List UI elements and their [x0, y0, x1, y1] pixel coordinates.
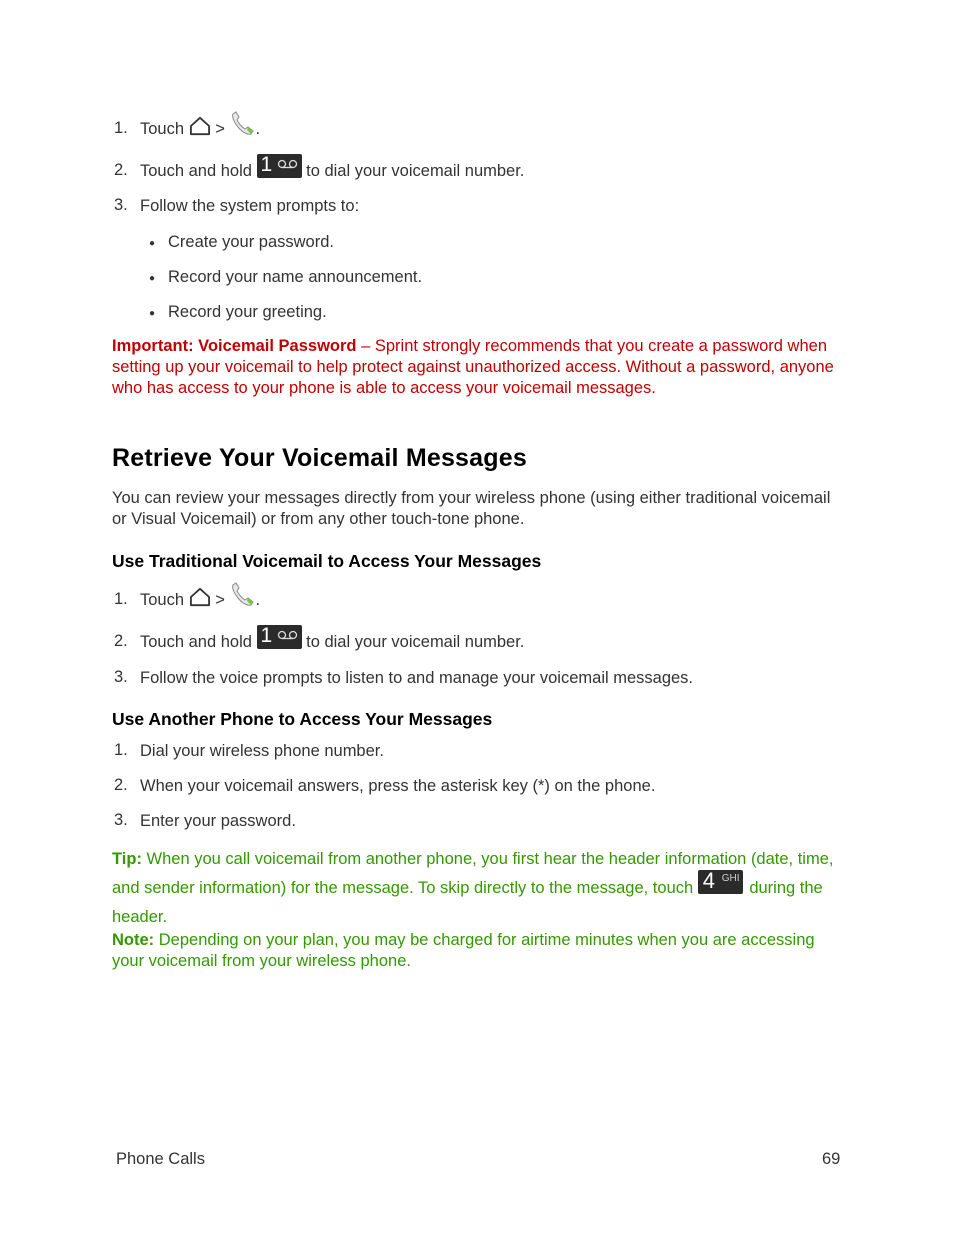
tip-text-2: during the header.: [112, 879, 823, 926]
step-text: [140, 591, 260, 610]
phone-icon: [229, 582, 255, 608]
step-number: 1.: [114, 119, 128, 137]
home-icon: [189, 587, 211, 607]
footer-section: Phone Calls: [116, 1150, 205, 1168]
tip-text-1: When you call voicemail from another phone, you first hear the header information (date, time, and sender information) for the message. To skip directly to the message, touch: [112, 850, 834, 897]
subsection-title: Use Another Phone to Access Your Messages: [112, 709, 493, 729]
voicemail-icon: [277, 159, 299, 169]
step-text: When your voicemail answers, press the asterisk key (*) on the phone.: [140, 777, 656, 795]
step-number: 1.: [114, 590, 128, 608]
step-pre: Touch and hold: [140, 633, 252, 651]
important-notice: [112, 336, 842, 399]
note-paragraph: [112, 930, 842, 972]
step-pre: Touch and hold: [140, 162, 252, 180]
bullet-text: Record your name announcement.: [168, 268, 423, 286]
step-pre: Touch: [140, 120, 185, 138]
step-post: .: [255, 591, 261, 609]
section-title: Retrieve Your Voicemail Messages: [112, 444, 527, 472]
step-number: 2.: [114, 632, 128, 650]
step-text: [140, 152, 525, 181]
step-text: Enter your password.: [140, 812, 296, 830]
footer-page-number: 69: [822, 1150, 841, 1168]
key-1-voicemail: [257, 625, 302, 649]
important-text: – Sprint strongly recommends that you create a password when setting up your voicemail to help protect against unauthorized access. Without a password, anyone who has access to your phone is able to access your voicemail messages.: [112, 337, 834, 397]
intro-paragraph: You can review your messages directly from your wireless phone (using either traditional voicemail or Visual Voicemail) or from any other touch-tone phone.: [112, 489, 831, 528]
note-text: Depending on your plan, you may be charged for airtime minutes when you are accessing your voicemail from your wireless phone.: [112, 931, 815, 970]
gt-sign: >: [215, 120, 225, 138]
phone-icon: [229, 111, 255, 137]
gt-sign: >: [215, 591, 225, 609]
step-number: 2.: [114, 776, 128, 794]
step-post: .: [255, 120, 261, 138]
tip-paragraph: [112, 845, 842, 932]
step-number: 2.: [114, 161, 128, 179]
step-post: to dial your voicemail number.: [306, 162, 525, 180]
bullet-text: Record your greeting.: [168, 303, 327, 321]
tip-label: Tip:: [112, 850, 142, 868]
bullet-text: Create your password.: [168, 233, 334, 251]
bullet-dot: ●: [149, 273, 156, 284]
note-label: Note:: [112, 931, 155, 949]
step-text: Follow the voice prompts to listen to and manage your voicemail messages.: [140, 669, 694, 687]
step-post: to dial your voicemail number.: [306, 633, 525, 651]
step-number: 1.: [114, 741, 128, 759]
home-icon: [189, 116, 211, 136]
important-label: Important: Voicemail Password: [112, 337, 357, 355]
key-digit: 4: [702, 867, 715, 893]
step-text: Follow the system prompts to:: [140, 197, 360, 215]
voicemail-icon: [277, 630, 299, 640]
key-digit: 1: [260, 152, 273, 176]
key-1-voicemail: [257, 154, 302, 178]
subsection-title: Use Traditional Voicemail to Access Your Messages: [112, 551, 542, 571]
step-text: [140, 120, 260, 139]
step-text: [140, 623, 525, 652]
step-pre: Touch: [140, 591, 185, 609]
key-letters: GHI: [721, 872, 740, 884]
step-number: 3.: [114, 668, 128, 686]
step-number: 3.: [114, 196, 128, 214]
step-text: Dial your wireless phone number.: [140, 742, 384, 760]
bullet-dot: ●: [149, 238, 156, 249]
key-digit: 1: [260, 623, 273, 647]
step-number: 3.: [114, 811, 128, 829]
bullet-dot: ●: [149, 308, 156, 319]
key-4-ghi: [698, 867, 743, 894]
